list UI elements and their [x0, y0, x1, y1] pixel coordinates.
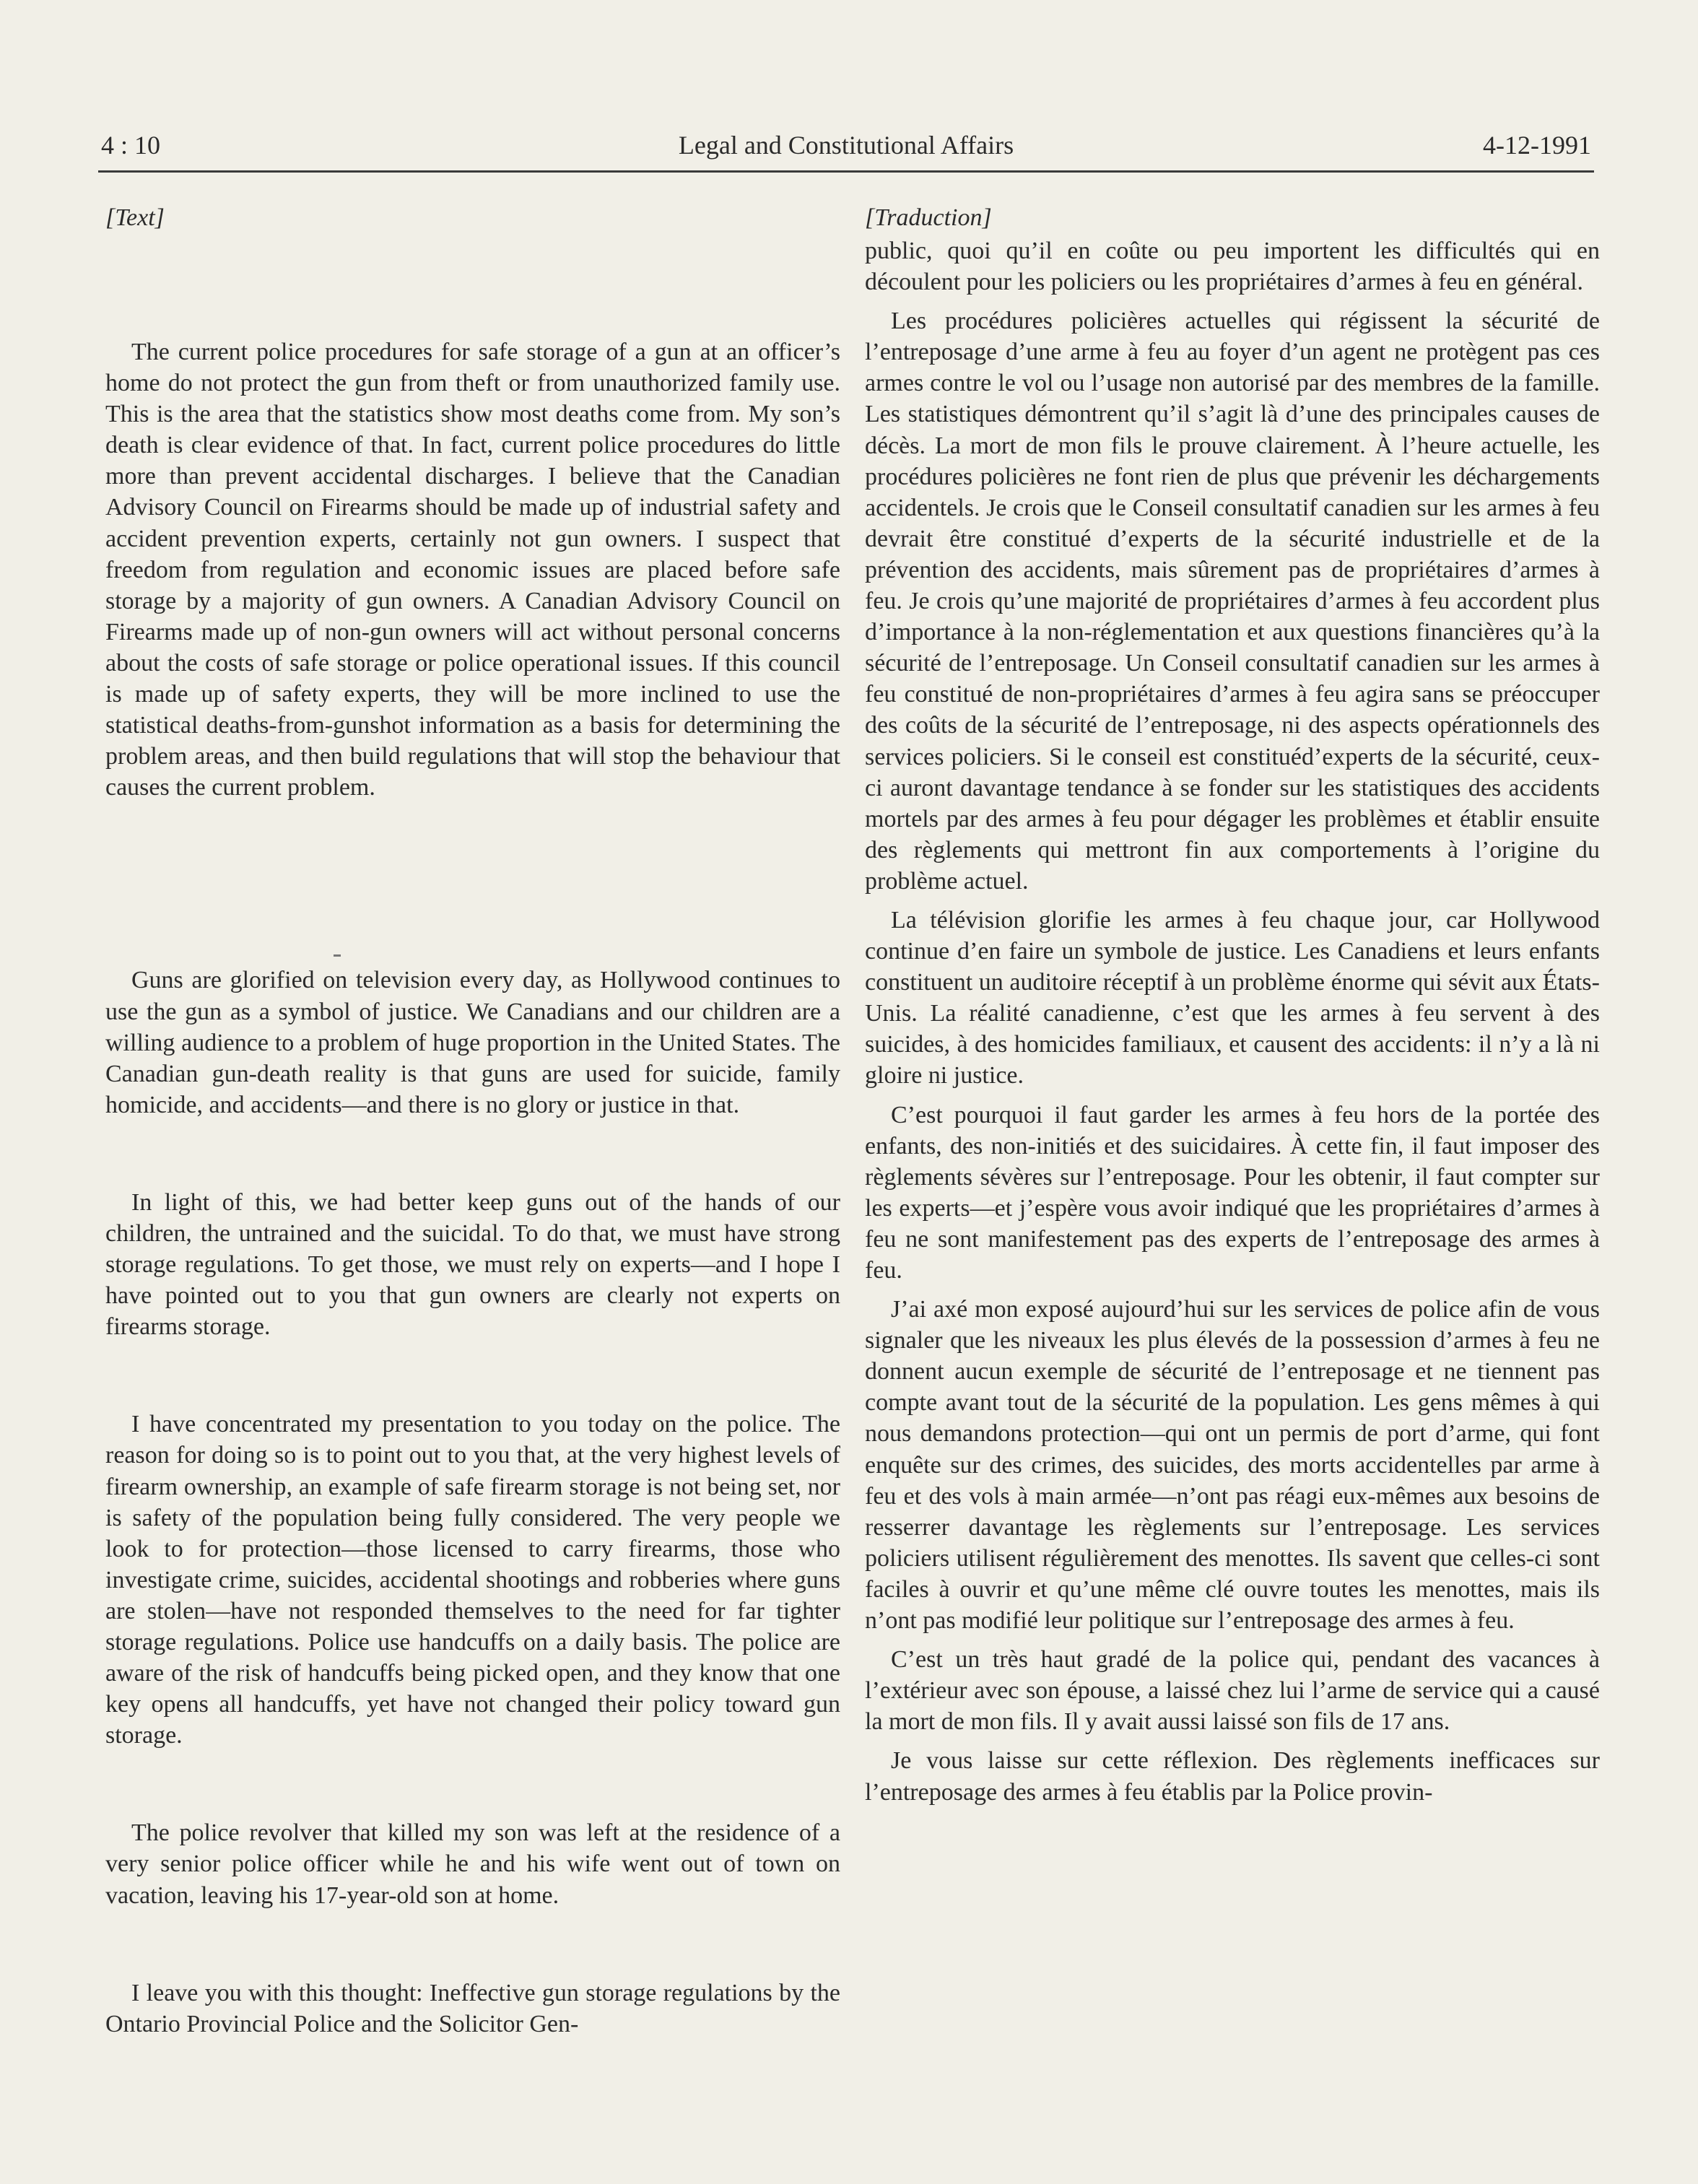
english-column [105, 202, 840, 2040]
publication-title: Legal and Constitutional Affairs [678, 131, 1014, 160]
paragraph: Les procédures policières actuelles qui régissent la sécurité de l’entreposage d’une arme à feu au foyer d’un agent ne protègent pas ces armes contre le vol ou l’usage non autorisé par des membres de la famille. Les statistiques démontrent qu’il s’agit là d’une des principales causes de décès. La mort de mon fils le prouve clairement. À l’heure actuelle, les procédures policières ne font rien de plus que prévenir les déchargements accidentels. Je crois que le Conseil consultatif canadien sur les armes à feu devrait être constitué d’experts de la sécurité industrielle et de la prévention des accidents, mais sûrement pas de propriétaires d’armes à feu. Je crois qu’une majorité de propriétaires d’armes à feu accordent plus d’importance à la non-réglementation et aux questions financières qu’à la sécurité de l’entreposage. Un Conseil consultatif canadien sur les armes à feu constitué de non-propriétaires d’armes à feu agira sans se préoccuper des coûts de la sécurité de l’entreposage, ni des aspects opérationnels des services policiers. Si le conseil est constituéd’experts de la sécurité, ceux-ci auront davantage tendance à se fonder sur les statistiques des accidents mortels par des armes à feu pour dégager les problèmes et établir ensuite des règlements qui mettront fin aux comportements à l’origine du problème actuel. [865, 308, 1600, 895]
paragraph: I leave you with this thought: Ineffective gun storage regulations by the Ontario Provincial Police and the Solicitor Gen- [105, 1979, 840, 2037]
page-date: 4-12-1991 [1483, 131, 1591, 160]
paragraph: Guns are glorified on television every day, as Hollywood continues to use the gun as a symbol of justice. We Canadians and our children are a willing audience to a problem of huge proportion in the United States. The Canadian gun-death reality is that guns are used for suicide, family homicide, and accidents—and there is no glory or justice in that. [105, 967, 840, 1118]
paragraph: C’est un très haut gradé de la police qui, pendant des vacances à l’extérieur avec son épouse, a laissé chez lui l’arme de service qui a causé la mort de mon fils. Il y avait aussi laissé son fils de 17 ans. [865, 1646, 1600, 1736]
language-tag-traduction: [Traduction] [865, 204, 992, 231]
paragraph: J’ai axé mon exposé aujourd’hui sur les services de police afin de vous signaler que les niveaux les plus élevés de la possession d’armes à feu ne donnent aucun exemple de sécurité de l’entreposage et ne tiennent pas compte avant tout de la sécurité de la population. Les gens mêmes à qui nous demandons protection—qui ont un permis de port d’arme, qui font enquête sur des crimes, des suicides, des morts accidentelles par arme à feu et des vols à main armée—n’ont pas réagi eux-mêmes aux besoins de resserrer davantage les règlements sur l’entreposage. Les services policiers utilisent régulièrement des menottes. Ils savent que celles-ci sont faciles à ouvrir et qu’une même clé ouvre toutes les menottes, mais ils n’ont pas modifié leur politique sur l’entreposage des armes à feu. [865, 1296, 1600, 1635]
paragraph: Je vous laisse sur cette réflexion. Des règlements inefficaces sur l’entreposage des armes à feu établis par la Police provin- [865, 1747, 1600, 1806]
paragraph: public, quoi qu’il en coûte ou peu importent les difficultés qui en découlent pour les policiers ou les propriétaires d’armes à feu en général. [865, 238, 1600, 296]
paragraph: I have concentrated my presentation to you today on the police. The reason for doing so is to point out to you that, at the very highest levels of firearm ownership, an example of safe firearm storage is not being set, nor is safety of the population being fully considered. The very people we look to for protection—those licensed to carry firearms, those who investigate crime, suicides, accidental shootings and robberies where guns are stolen—have not responded themselves to the need for far tighter storage regulations. Police use handcuffs on a daily basis. The police are aware of the risk of handcuffs being picked open, and they know that one key opens all handcuffs, yet have not changed their policy toward gun storage. [105, 1411, 840, 1749]
stray-mark [334, 954, 341, 957]
paragraph: The police revolver that killed my son was left at the residence of a very senior police officer while he and his wife went out of town on vacation, leaving his 17-year-old son at home. [105, 1819, 840, 1909]
paragraph: In light of this, we had better keep guns out of the hands of our children, the untrained and the suicidal. To do that, we must have strong storage regulations. To get those, we must rely on experts—and I hope I have pointed out to you that gun owners are clearly not experts on firearms storage. [105, 1188, 840, 1341]
french-column [865, 202, 1600, 1808]
page-number: 4 : 10 [101, 131, 161, 160]
page-header [98, 124, 1594, 173]
paragraph: The current police procedures for safe storage of a gun at an officer’s home do not protect the gun from theft or from unauthorized family use. This is the area that the statistics show most deaths come from. My son’s death is clear evidence of that. In fact, current police procedures do little more than prevent accidental discharges. I believe that the Canadian Advisory Council on Firearms should be made up of industrial safety and accident prevention experts, certainly not gun owners. I suspect that freedom from regulation and economic issues are placed before safe storage by a majority of gun owners. A Canadian Advisory Council on Firearms made up of non-gun owners will act without personal concerns about the costs of safe storage or police operational issues. If this council is made up of safety experts, they will be more inclined to use the statistical deaths-from-gunshot information as a basis for determining the problem areas, and then build regulations that will stop the behaviour that causes the current problem. [105, 339, 840, 801]
paragraph: C’est pourquoi il faut garder les armes à feu hors de la portée des enfants, des non-initiés et des suicidaires. À cette fin, il faut imposer des règlements sévères sur l’entreposage. Pour les obtenir, il faut compter sur les experts—et j’espère vous avoir indiqué que les propriétaires d’armes à feu ne sont manifestement pas des experts de l’entreposage des armes à feu. [865, 1101, 1600, 1284]
language-tag-text: [Text] [105, 204, 165, 231]
paragraph: La télévision glorifie les armes à feu chaque jour, car Hollywood continue d’en faire un symbole de justice. Les Canadiens et leurs enfants constituent un auditoire réceptif à un problème énorme qui sévit aux États-Unis. La réalité canadienne, c’est que les armes à feu servent à des suicides, à des homicides familiaux, et causent des accidents: il n’y a là ni gloire ni justice. [865, 906, 1600, 1089]
